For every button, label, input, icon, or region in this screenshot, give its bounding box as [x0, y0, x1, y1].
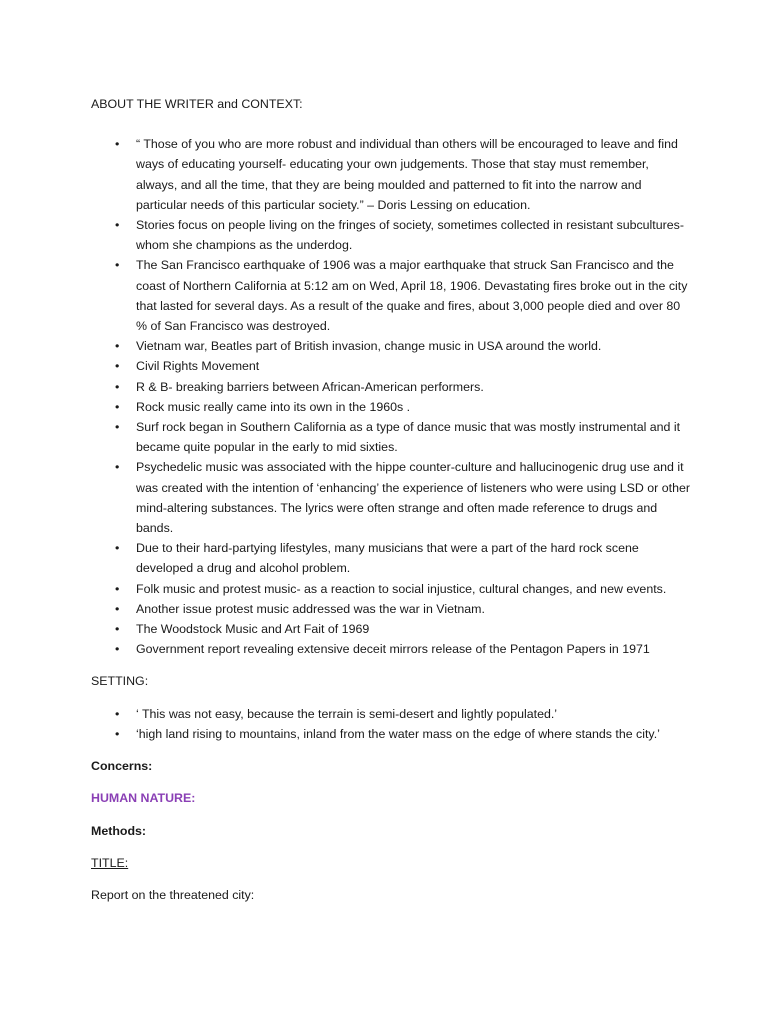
list-item-text: Stories focus on people living on the fringes of society, sometimes collected in resistant subcultures- whom she champions as the underdog.	[136, 218, 684, 253]
context-bullet-list	[91, 134, 691, 659]
list-item	[91, 215, 691, 255]
list-item	[91, 377, 691, 397]
setting-bullet-list	[91, 704, 691, 744]
bullet-icon: •	[115, 581, 120, 596]
list-item-text: “ Those of you who are more robust and individual than others will be encouraged to leave and find ways of educating yourself- educating your own judgements. Those that stay must remember, always, and all the time, that they are being moulded and patterned to fit into the narrow and particular needs of this particular society.” – Doris Lessing on education.	[136, 137, 678, 212]
bullet-icon: •	[115, 642, 120, 657]
list-item	[91, 336, 691, 356]
list-item	[91, 134, 691, 215]
bullet-icon: •	[115, 541, 120, 556]
list-item	[91, 457, 691, 538]
list-item-text: The San Francisco earthquake of 1906 was a major earthquake that struck San Francisco and the coast of Northern California at 5:12 am on Wed, April 18, 1906. Devastating fires broke out in the city that lasted for several days. As a result of the quake and fires, about 3,000 people died and over 80 % of San Francisco was destroyed.	[136, 258, 688, 334]
bullet-icon: •	[115, 399, 120, 414]
report-line: Report on the threatened city:	[91, 887, 255, 902]
list-item	[91, 397, 691, 417]
list-item-text: Surf rock began in Southern California as a type of dance music that was mostly instrumental and it became quite popular in the early to mid sixties.	[136, 420, 681, 455]
list-item-text: Folk music and protest music- as a reaction to social injustice, cultural changes, and new events.	[136, 581, 667, 596]
bullet-icon: •	[115, 258, 120, 273]
list-item	[91, 619, 691, 639]
heading-about-writer: ABOUT THE WRITER and CONTEXT:	[91, 97, 303, 111]
list-item	[91, 417, 691, 457]
list-item-text: Psychedelic music was associated with the hippe counter-culture and hallucinogenic drug use and it was created with the intention of ‘enhancing’ the experience of listeners who were using LSD or other mind-altering substances. The lyrics were often strange and often made reference to drugs and bands.	[136, 460, 690, 536]
concerns-heading: Concerns:	[91, 759, 153, 774]
list-item-text: R & B- breaking barriers between African-American performers.	[136, 379, 484, 394]
bullet-icon: •	[115, 137, 120, 152]
bullet-icon: •	[115, 726, 120, 741]
list-item-text: Due to their hard-partying lifestyles, many musicians that were a part of the hard rock scene developed a drug and alcohol problem.	[136, 541, 639, 576]
list-item-text: Another issue protest music addressed was the war in Vietnam.	[136, 601, 485, 616]
bullet-icon: •	[115, 622, 120, 637]
bullet-icon: •	[115, 218, 120, 233]
list-item	[91, 724, 691, 744]
list-item-text: ‘ This was not easy, because the terrain is semi-desert and lightly populated.’	[136, 706, 558, 721]
list-item-text: Government report revealing extensive deceit mirrors release of the Pentagon Papers in 1971	[136, 642, 650, 657]
list-item	[91, 579, 691, 599]
bullet-icon: •	[115, 379, 120, 394]
list-item	[91, 255, 691, 336]
bullet-icon: •	[115, 420, 120, 435]
list-item-text: Vietnam war, Beatles part of British invasion, change music in USA around the world.	[136, 339, 602, 354]
list-item-text: Civil Rights Movement	[136, 359, 260, 374]
list-item	[91, 538, 691, 578]
list-item-text: Rock music really came into its own in the 1960s .	[136, 399, 411, 414]
document-content	[91, 94, 691, 905]
bullet-icon: •	[115, 601, 120, 616]
list-item	[91, 599, 691, 619]
bullet-icon: •	[115, 706, 120, 721]
list-item	[91, 639, 691, 659]
title-heading: TITLE:	[91, 855, 129, 870]
bullet-icon: •	[115, 339, 120, 354]
bullet-icon: •	[115, 460, 120, 475]
methods-heading: Methods:	[91, 823, 147, 838]
heading-setting: SETTING:	[91, 674, 149, 689]
bullet-icon: •	[115, 359, 120, 374]
list-item	[91, 704, 691, 724]
list-item	[91, 356, 691, 376]
human-nature-heading: HUMAN NATURE:	[91, 791, 196, 806]
list-item-text: ‘high land rising to mountains, inland from the water mass on the edge of where stands the city.’	[136, 726, 660, 741]
list-item-text: The Woodstock Music and Art Fait of 1969	[136, 622, 370, 637]
